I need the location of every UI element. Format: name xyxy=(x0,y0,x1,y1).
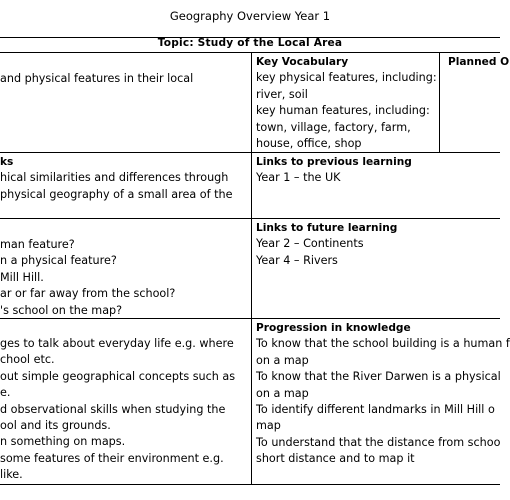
page-title: Geography Overview Year 1 xyxy=(169,9,331,23)
skills-line: physical geography of a small area of the xyxy=(0,187,233,201)
skills-detail-line: chool etc. xyxy=(0,353,55,367)
previous-learning-line: Year 1 – the UK xyxy=(256,171,341,185)
progression-line: short distance and to map it xyxy=(256,452,415,466)
table-rule xyxy=(0,52,500,53)
skills-detail-line: some features of their environment e.g. xyxy=(0,451,224,465)
vocab-line: river, soil xyxy=(256,87,308,101)
progression-heading: Progression in knowledge xyxy=(256,322,411,334)
skills-line: hical similarities and differences through xyxy=(0,171,229,185)
progression-line: on a map xyxy=(256,386,309,400)
skills-detail-line: out simple geographical concepts such as xyxy=(0,369,236,383)
progression-line: To know that the school building is a human f xyxy=(256,337,510,351)
aims-line: and physical features in their local xyxy=(0,72,194,85)
progression-line: To know that the River Darwen is a physical xyxy=(256,370,501,384)
progression-line: map xyxy=(256,419,281,433)
table-border-bottom xyxy=(0,484,500,485)
previous-learning-heading: Links to previous learning xyxy=(256,156,412,168)
questions-cell xyxy=(0,237,250,319)
future-learning-line: Year 4 – Rivers xyxy=(256,253,338,267)
skills-detail-line: n something on maps. xyxy=(0,435,126,449)
progression-cell xyxy=(256,320,510,468)
vocab-line: house, office, shop xyxy=(256,137,362,151)
table-rule xyxy=(0,218,500,219)
skills-detail-cell xyxy=(0,336,250,484)
vocab-line: key physical features, including: xyxy=(256,71,437,85)
skills-detail-line: like. xyxy=(0,468,23,482)
aims-text xyxy=(0,71,250,87)
vocab-line: town, village, factory, farm, xyxy=(256,120,411,134)
skills-detail-line: d observational skills when studying the xyxy=(0,402,226,416)
question-line: n a physical feature? xyxy=(0,254,117,268)
progression-line: on a map xyxy=(256,353,309,367)
future-learning-heading: Links to future learning xyxy=(256,222,398,234)
question-line: 's school on the map? xyxy=(0,303,123,317)
progression-line: To understand that the distance from schoo xyxy=(256,435,501,449)
planned-cell xyxy=(448,54,510,70)
future-learning-cell xyxy=(256,220,500,269)
table-column-rule xyxy=(439,52,440,152)
skills-detail-line: e. xyxy=(0,386,11,400)
vocab-heading: Key Vocabulary xyxy=(256,56,349,68)
vocab-line: key human features, including: xyxy=(256,104,430,118)
previous-learning-cell xyxy=(256,154,500,187)
topic-heading: Topic: Study of the Local Area xyxy=(157,37,343,49)
planned-heading: Planned O xyxy=(448,56,510,68)
future-learning-line: Year 2 – Continents xyxy=(256,237,364,251)
skills-heading: ks xyxy=(0,156,14,168)
table-column-rule xyxy=(251,52,252,484)
question-line: Mill Hill. xyxy=(0,270,44,284)
skills-detail-line: ges to talk about everyday life e.g. where xyxy=(0,337,234,350)
question-line: ar or far away from the school? xyxy=(0,287,176,301)
skills-detail-line: ool and its grounds. xyxy=(0,419,111,433)
progression-line: To identify different landmarks in Mill Hill o xyxy=(256,403,495,417)
question-line: man feature? xyxy=(0,238,75,251)
skills-cell xyxy=(0,154,250,203)
vocab-cell xyxy=(256,54,438,152)
